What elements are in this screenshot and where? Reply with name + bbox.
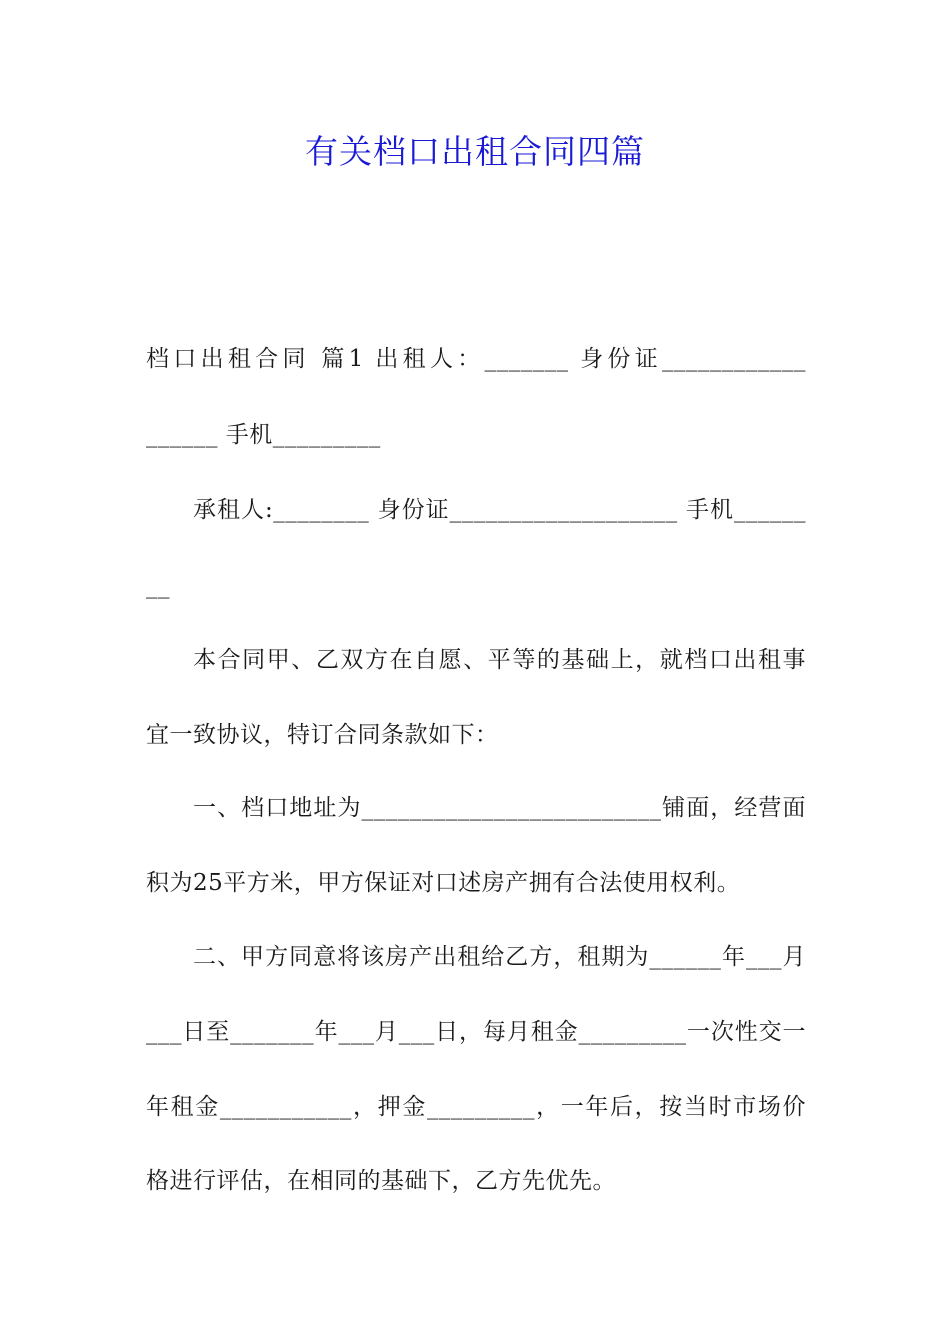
- clause-1-line-2: 积为25平方米，甲方保证对口述房产拥有合法使用权利。: [146, 870, 741, 896]
- clause-2-line-2: ___日至_______年___月___日，每月租金_________一次性交一: [146, 1019, 806, 1045]
- document-title: 有关档口出租合同四篇: [305, 132, 645, 171]
- contract-party-lessee-line-cont: __: [146, 573, 170, 599]
- clause-2-line-1: 二、甲方同意将该房产出租给乙方，租期为______年___月: [193, 944, 807, 970]
- clause-2-line-3: 年租金___________，押金_________，一年后，按当时市场价: [146, 1094, 806, 1120]
- contract-party-lessor-line: 档口出租合同 篇1 出租人：_______ 身份证____________: [146, 346, 806, 372]
- contract-party-lessor-line-cont: ______ 手机_________: [146, 422, 381, 448]
- paragraph-intro-line-1: 本合同甲、乙双方在自愿、平等的基础上，就档口出租事: [193, 647, 806, 673]
- contract-party-lessee-line: 承租人:________ 身份证___________________ 手机______: [193, 497, 806, 523]
- paragraph-intro-line-2: 宜一致协议，特订合同条款如下：: [146, 722, 499, 748]
- clause-1-line-1: 一、档口地址为_________________________铺面，经营面: [193, 795, 806, 821]
- clause-2-line-4: 格进行评估，在相同的基础下，乙方先优先。: [146, 1168, 616, 1194]
